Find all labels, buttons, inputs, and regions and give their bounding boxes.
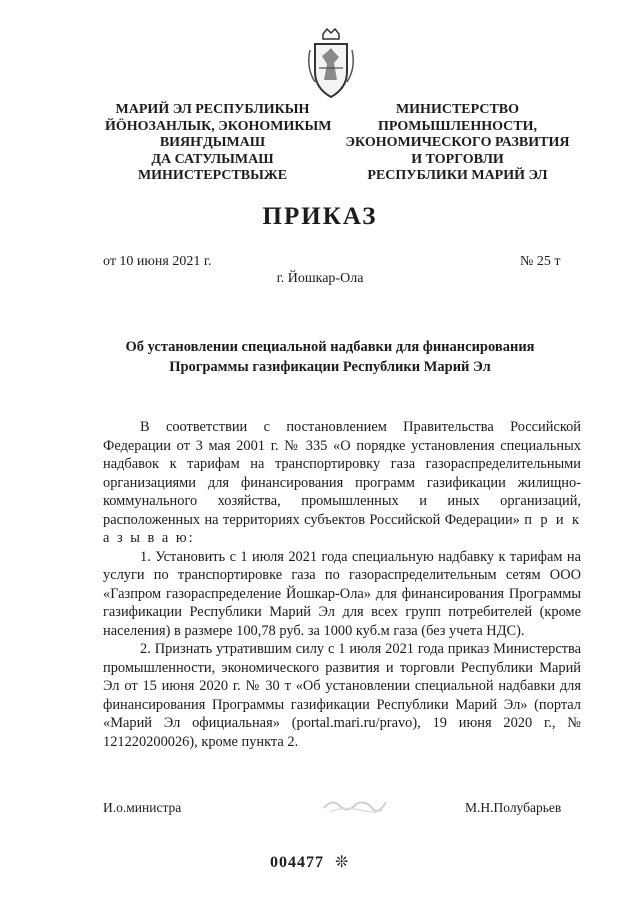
header-line: РЕСПУБЛИКИ МАРИЙ ЭЛ [367,168,548,183]
preamble-text: В соответствии с постановлением Правительства Российской Федерации от 3 мая 2001 г. № 335 «О порядке установления специальных надбавок к тарифам на транспортировку газа газораспределительными организациями для финансирования программ газификации жилищно-коммунального хозяйства, промышленных и иных организаций, расположенных на территориях субъектов Российской Федерации» [103,419,581,528]
document-number: № 25 т [520,254,561,269]
ministry-name-mari [105,102,332,185]
header-line: ВИЯҤДЫМАШ [159,135,266,150]
document-body [103,418,581,751]
coat-of-arms-icon [301,28,361,100]
signature-image [320,790,390,818]
serial-asterisk-icon: ❊ [335,854,350,871]
document-title: ПРИКАЗ [262,203,378,230]
document-date: от 10 июня 2021 г. [103,254,212,269]
subject-line: Об установлении специальной надбавки для финансирования [125,339,535,355]
document-subject [60,337,600,377]
header-line: И ТОРГОВЛИ [411,151,504,167]
subject-line: Программы газификации Республики Марий Эл [169,359,491,375]
header-line: ДА САТУЛЫМАШ [151,151,274,167]
document-city: г. Йошкар-Ола [276,271,364,286]
serial-number [270,852,349,872]
header-line: МАРИЙ ЭЛ РЕСПУБЛИКЫН [115,102,310,117]
header-line: ЙӦНОЗАНЛЫК, ЭКОНОМИКЫМ [105,118,332,134]
header-line: ЭКОНОМИЧЕСКОГО РАЗВИТИЯ [345,135,570,150]
order-word: п р и к а з ы в а ю: [103,511,581,546]
serial-digits: 004477 [270,854,324,871]
signatory-position: И.о.министра [103,800,182,815]
item-2-paragraph: 2. Признать утратившим силу с 1 июля 2021 года приказ Министерства промышленности, экономического развития и торговли Республики Марий Эл от 15 июня 2020 г. № 30 т «Об установлении специальной надбавки для финансирования Программы газификации Республики Марий Эл» (портал «Марий Эл официальная» (portal.mari.ru/pravo), 19 июня 2020 г., № 121220200026), кроме пункта 2. [103,641,581,750]
header-line: МИНИСТЕРСТВЫЖЕ [137,168,288,183]
header-line: МИНИСТЕРСТВО [395,102,520,117]
header-line: ПРОМЫШЛЕННОСТИ, [377,118,538,134]
signatory-name: М.Н.Полубарьев [465,800,562,815]
preamble-paragraph [103,418,581,548]
ministry-name-russian [340,102,575,185]
item-1-paragraph: 1. Установить с 1 июля 2021 года специальную надбавку к тарифам на услуги по транспортировке газа по газораспределительным сетям ООО «Газпром газораспределение Йошкар-Ола» для финансирования Программы газификации Республики Марий Эл для всех групп потребителей (кроме населения) в размере 100,78 руб. за 1000 куб.м газа (без учета НДС). [103,548,581,639]
